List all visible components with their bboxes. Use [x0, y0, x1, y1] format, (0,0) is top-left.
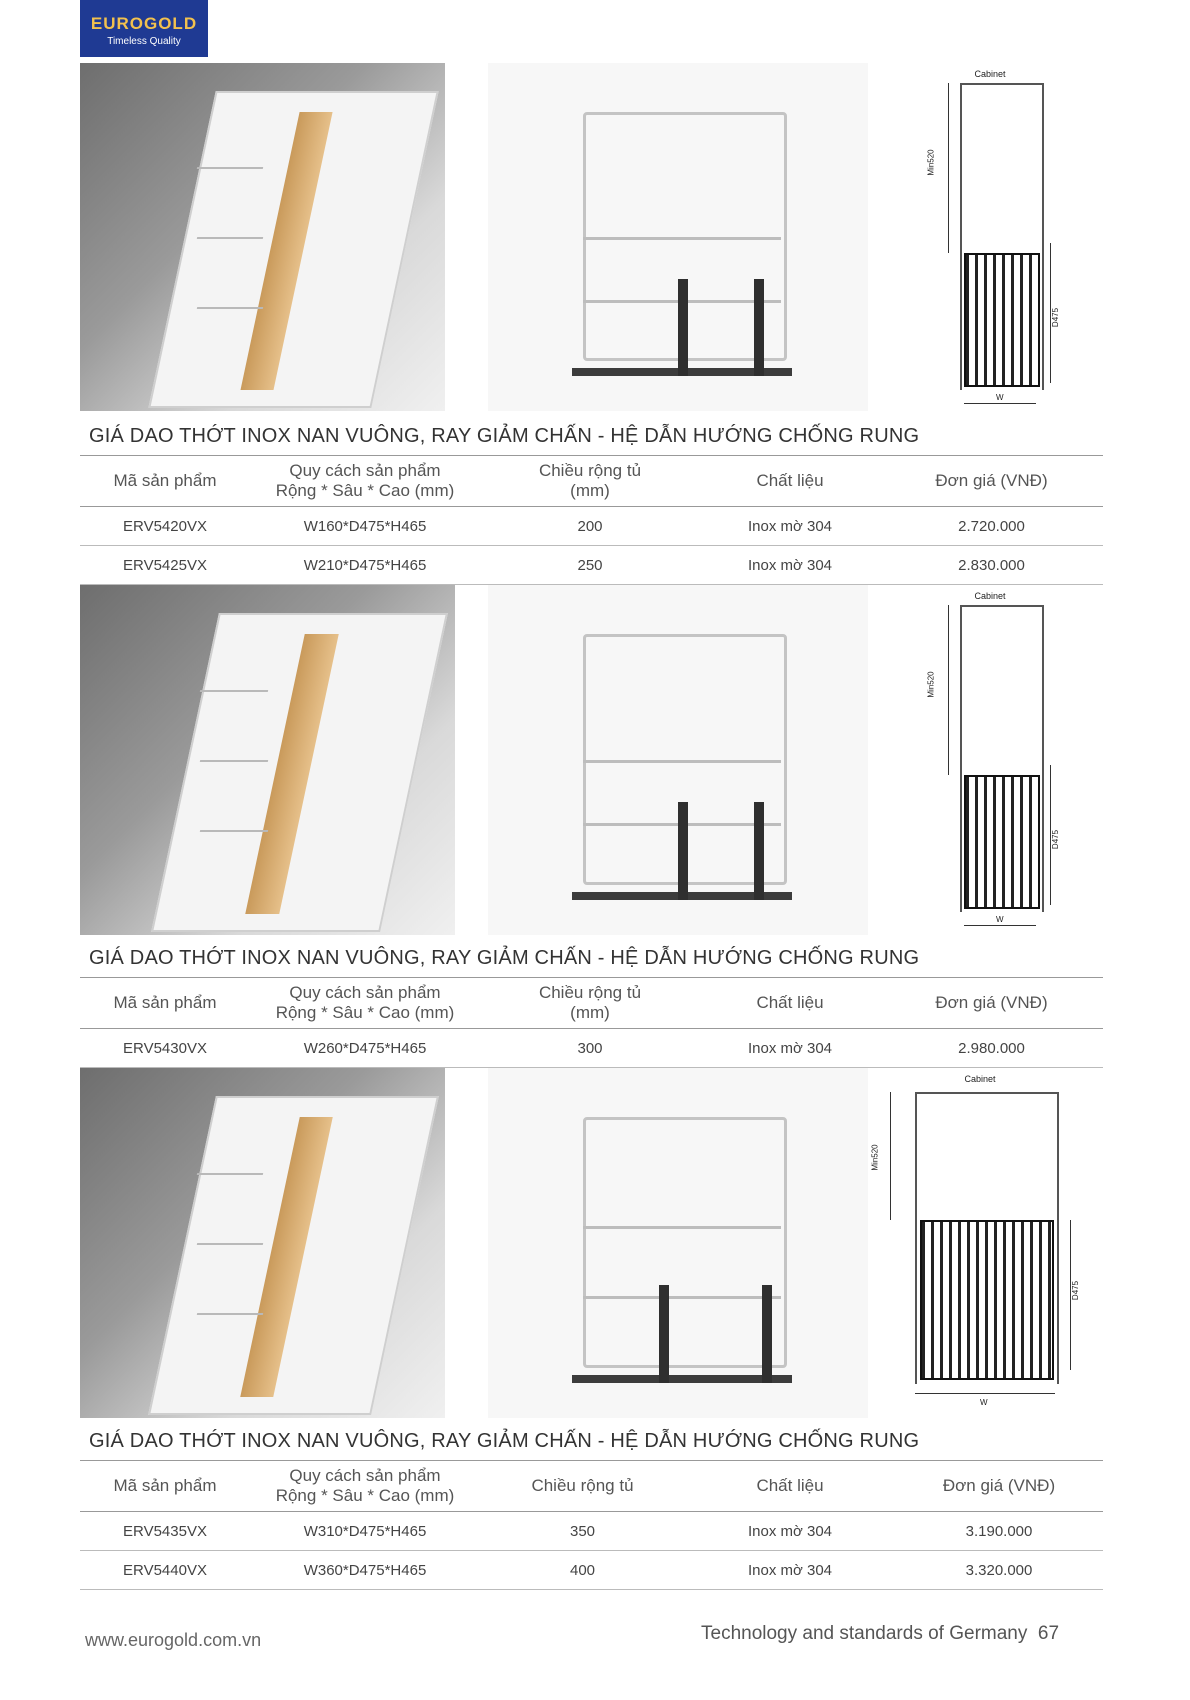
dimension-diagram-1 [920, 63, 1060, 411]
cell-price: 3.320.000 [895, 1551, 1103, 1590]
lifestyle-photo-1 [80, 63, 445, 411]
cell-material: Inox mờ 304 [700, 546, 880, 585]
product-render-2 [488, 585, 868, 935]
header-code: Mã sản phẩm [80, 978, 250, 1029]
section-title: GIÁ DAO THỚT INOX NAN VUÔNG, RAY GIẢM CHẤN - HỆ DẪN HƯỚNG CHỐNG RUNG [89, 1430, 920, 1452]
section-title: GIÁ DAO THỚT INOX NAN VUÔNG, RAY GIẢM CHẤN - HỆ DẪN HƯỚNG CHỐNG RUNG [89, 425, 920, 447]
header-price: Đơn giá (VNĐ) [880, 978, 1103, 1029]
cell-code: ERV5420VX [80, 507, 250, 546]
table-header-row [80, 456, 1103, 507]
cabinet-label: Cabinet [974, 69, 1006, 79]
cell-width: 400 [480, 1551, 685, 1590]
header-material: Chất liệu [685, 1461, 895, 1512]
table-header-row [80, 1461, 1103, 1512]
header-price: Đơn giá (VNĐ) [880, 456, 1103, 507]
page-number: 67 [1037, 1623, 1060, 1644]
header-code: Mã sản phẩm [80, 1461, 250, 1512]
header-price: Đơn giá (VNĐ) [895, 1461, 1103, 1512]
cell-width: 350 [480, 1512, 685, 1551]
cell-material: Inox mờ 304 [685, 1551, 895, 1590]
section-title: GIÁ DAO THỚT INOX NAN VUÔNG, RAY GIẢM CHẤN - HỆ DẪN HƯỚNG CHỐNG RUNG [89, 947, 920, 969]
min-height-label: Min520 [926, 671, 936, 698]
depth-label: D475 [1051, 829, 1061, 850]
cell-code: ERV5430VX [80, 1029, 250, 1068]
width-label: W [996, 915, 1004, 924]
cabinet-label: Cabinet [974, 591, 1006, 601]
cell-price: 2.830.000 [880, 546, 1103, 585]
cell-width: 250 [480, 546, 700, 585]
cabinet-label: Cabinet [964, 1074, 996, 1084]
header-material: Chất liệu [700, 456, 880, 507]
cell-code: ERV5435VX [80, 1512, 250, 1551]
spec-table-2 [80, 977, 1103, 1068]
cell-spec: W210*D475*H465 [250, 546, 480, 585]
cell-spec: W310*D475*H465 [250, 1512, 480, 1551]
table-row [80, 546, 1103, 585]
dimension-diagram-3 [870, 1068, 1090, 1418]
cell-spec: W360*D475*H465 [250, 1551, 480, 1590]
header-width: Chiều rộng tủ [480, 1461, 685, 1512]
header-code: Mã sản phẩm [80, 456, 250, 507]
min-height-label: Min520 [926, 149, 936, 176]
table-row [80, 1512, 1103, 1551]
table-row [80, 1029, 1103, 1068]
table-row [80, 1551, 1103, 1590]
website-link[interactable]: www.eurogold.com.vn [85, 1630, 262, 1650]
depth-label: D475 [1071, 1280, 1081, 1301]
slogan-text: Technology and standards of Germany [701, 1623, 1028, 1644]
header-spec: Quy cách sản phẩm Rộng * Sâu * Cao (mm) [250, 1461, 480, 1512]
cell-price: 2.980.000 [880, 1029, 1103, 1068]
cell-material: Inox mờ 304 [685, 1512, 895, 1551]
lifestyle-photo-3 [80, 1068, 445, 1418]
cell-price: 2.720.000 [880, 507, 1103, 546]
logo-brand: EUROGOLD [90, 14, 198, 33]
cell-code: ERV5440VX [80, 1551, 250, 1590]
cell-code: ERV5425VX [80, 546, 250, 585]
header-width: Chiều rộng tủ (mm) [480, 456, 700, 507]
header-width: Chiều rộng tủ (mm) [480, 978, 700, 1029]
cell-spec: W160*D475*H465 [250, 507, 480, 546]
product-render-3 [488, 1068, 868, 1418]
cell-price: 3.190.000 [895, 1512, 1103, 1551]
header-material: Chất liệu [700, 978, 880, 1029]
dimension-diagram-2 [920, 585, 1060, 935]
header-spec: Quy cách sản phẩm Rộng * Sâu * Cao (mm) [250, 978, 480, 1029]
min-height-label: Min520 [870, 1144, 880, 1171]
brand-logo [80, 0, 208, 57]
cell-width: 300 [480, 1029, 700, 1068]
width-label: W [996, 393, 1004, 402]
cell-width: 200 [480, 507, 700, 546]
table-row [80, 507, 1103, 546]
spec-table-1 [80, 455, 1103, 585]
cell-material: Inox mờ 304 [700, 1029, 880, 1068]
logo-tagline: Timeless Quality [107, 36, 181, 47]
cell-spec: W260*D475*H465 [250, 1029, 480, 1068]
lifestyle-photo-2 [80, 585, 455, 935]
cell-material: Inox mờ 304 [700, 507, 880, 546]
width-label: W [980, 1398, 988, 1407]
depth-label: D475 [1051, 307, 1061, 328]
table-header-row [80, 978, 1103, 1029]
spec-table-3 [80, 1460, 1103, 1590]
footer-slogan [701, 1623, 1059, 1645]
header-spec: Quy cách sản phẩm Rộng * Sâu * Cao (mm) [250, 456, 480, 507]
product-render-1 [488, 63, 868, 411]
